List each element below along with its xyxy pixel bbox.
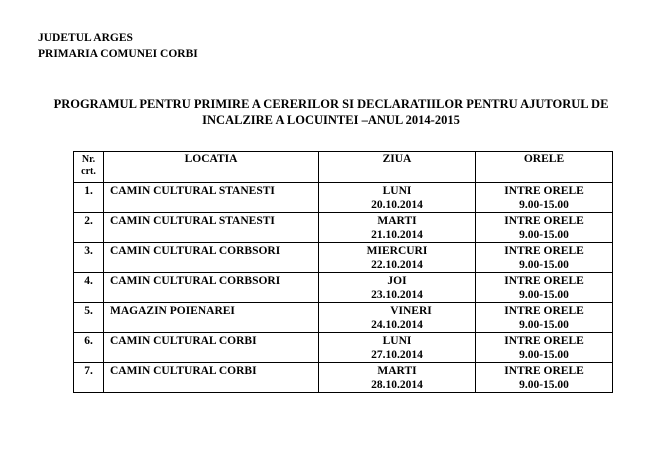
row-hours: 9.00-15.00 — [519, 319, 569, 331]
document-title — [30, 96, 632, 128]
row-hours-cell — [476, 363, 613, 393]
row-day-cell — [319, 273, 476, 303]
table-row — [74, 303, 613, 333]
table-row — [74, 213, 613, 243]
row-date: 24.10.2014 — [371, 319, 423, 331]
document-header — [38, 30, 198, 62]
row-hours: 9.00-15.00 — [519, 199, 569, 211]
row-hours-cell — [476, 213, 613, 243]
row-number: 2. — [74, 213, 104, 243]
row-hours-cell — [476, 243, 613, 273]
row-hours: 9.00-15.00 — [519, 289, 569, 301]
column-header-hours: ORELE — [476, 152, 613, 183]
row-day: MARTI — [377, 215, 417, 227]
row-number: 1. — [74, 183, 104, 213]
row-hours-cell — [476, 183, 613, 213]
table-row — [74, 333, 613, 363]
row-date: 23.10.2014 — [371, 289, 423, 301]
row-location: MAGAZIN POIENAREI — [104, 303, 319, 333]
row-location: CAMIN CULTURAL CORBSORI — [104, 273, 319, 303]
row-date: 27.10.2014 — [371, 349, 423, 361]
row-day-cell — [319, 303, 476, 333]
title-line-2: INCALZIRE A LOCUINTEI –ANUL 2014-2015 — [202, 113, 460, 127]
table-row — [74, 183, 613, 213]
row-day: JOI — [387, 275, 407, 287]
row-location: CAMIN CULTURAL STANESTI — [104, 213, 319, 243]
row-number: 5. — [74, 303, 104, 333]
row-location: CAMIN CULTURAL STANESTI — [104, 183, 319, 213]
row-day-cell — [319, 333, 476, 363]
row-number: 3. — [74, 243, 104, 273]
row-date: 22.10.2014 — [371, 259, 423, 271]
county-name: JUDETUL ARGES — [38, 32, 133, 44]
column-header-nr-line2: crt. — [81, 166, 96, 177]
row-location: CAMIN CULTURAL CORBI — [104, 333, 319, 363]
row-hours-label: INTRE ORELE — [504, 305, 584, 317]
row-day: MIERCURI — [366, 245, 428, 257]
table-header-row — [74, 152, 613, 183]
town-hall-name: PRIMARIA COMUNEI CORBI — [38, 48, 198, 60]
row-hours-label: INTRE ORELE — [504, 245, 584, 257]
row-date: 21.10.2014 — [371, 229, 423, 241]
column-header-nr-line1: Nr. — [81, 154, 96, 165]
row-hours-label: INTRE ORELE — [504, 185, 584, 197]
row-day: LUNI — [382, 185, 412, 197]
row-hours-cell — [476, 303, 613, 333]
row-hours-label: INTRE ORELE — [504, 365, 584, 377]
row-number: 7. — [74, 363, 104, 393]
row-location: CAMIN CULTURAL CORBSORI — [104, 243, 319, 273]
column-header-day: ZIUA — [319, 152, 476, 183]
schedule-table — [73, 151, 613, 393]
row-hours-cell — [476, 333, 613, 363]
row-hours-cell — [476, 273, 613, 303]
table-row — [74, 243, 613, 273]
row-hours-label: INTRE ORELE — [504, 335, 584, 347]
row-location: CAMIN CULTURAL CORBI — [104, 363, 319, 393]
row-day: LUNI — [382, 335, 412, 347]
row-date: 28.10.2014 — [371, 379, 423, 391]
row-hours-label: INTRE ORELE — [504, 215, 584, 227]
row-hours: 9.00-15.00 — [519, 259, 569, 271]
row-day-cell — [319, 183, 476, 213]
row-hours: 9.00-15.00 — [519, 379, 569, 391]
row-date: 20.10.2014 — [371, 199, 423, 211]
row-day: VINERI — [390, 305, 432, 317]
table-row — [74, 363, 613, 393]
row-hours: 9.00-15.00 — [519, 229, 569, 241]
row-day-cell — [319, 243, 476, 273]
title-line-1: PROGRAMUL PENTRU PRIMIRE A CERERILOR SI DECLARATIILOR PENTRU AJUTORUL DE — [53, 97, 609, 111]
column-header-nr — [74, 152, 104, 183]
row-day-cell — [319, 213, 476, 243]
row-day-cell — [319, 363, 476, 393]
row-hours: 9.00-15.00 — [519, 349, 569, 361]
row-number: 6. — [74, 333, 104, 363]
row-hours-label: INTRE ORELE — [504, 275, 584, 287]
row-day: MARTI — [377, 365, 417, 377]
table-row — [74, 273, 613, 303]
column-header-location: LOCATIA — [104, 152, 319, 183]
row-number: 4. — [74, 273, 104, 303]
